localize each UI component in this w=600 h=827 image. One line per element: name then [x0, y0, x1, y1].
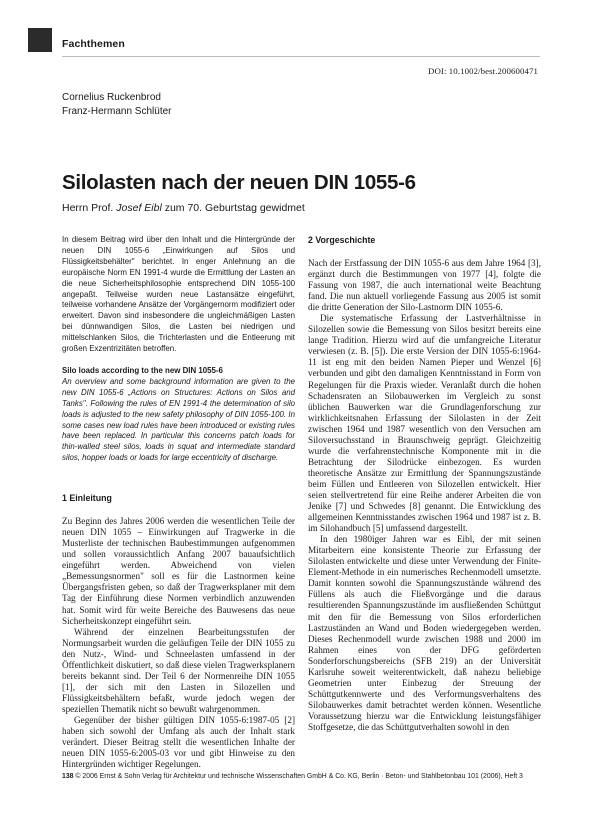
paragraph: Während der einzelnen Bearbeitungsstufen der Normungsarbeit wurden die geläufigen Teile der DIN 1055 zu den Nutz-, Wind- und Schneelasten umfassend in der Öffentlichkeit diskutiert, so daß diese vielen Tragwerksplanern bereits bekannt sind. Der Teil 6 der Normenreihe DIN 1055 [1], der sich mit den Lasten in Silozellen und Flüssigkeitsbehältern befaßt, wurde jedoch wegen der speziellen Thematik nicht so bewußt wahrgenommen. — [62, 626, 295, 714]
section-marker-square — [28, 28, 52, 52]
dedication-suffix: zum 70. Geburtstag gewidmet — [161, 202, 305, 214]
paragraph: In den 1980iger Jahren war es Eibl, der mit seinen Mitarbeitern eine konsistente Theorie zur Erfassung der Silolasten entwickelte und diese unter Verwendung der Finite-Element-Methode in ein numerisches Rechenmodell umsetzte. Damit konnten sowohl die Spannungszustände während des Füllens als auch die Fließvorgänge und die daraus resultierenden Spannungszustände im ausfließenden Schüttgut mit den für die Bemessung von Silos erforderlichen Lastzuständen an Wand und Boden wiedergegeben werden. Dieses Rechenmodell wurde zwischen 1988 und 2000 im Rahmen eines von der DFG geförderten Sonderforschungsbereichs (SFB 219) an der Universität Karlsruhe soweit weiterentwickelt, daß nahezu beliebige Geometrien unter Einbezug der Streuung der Schüttgutkennwerte und des Verformungsverhaltens des Silobauwerkes damit betrachtet werden können. Wesentliche Voraussetzung hierzu war die Entwicklung leistungsfähiger Stoffgesetze, die das Schüttgutverhalten sowohl in den — [308, 534, 541, 732]
abstract-english-title: Silo loads according to the new DIN 1055-6 — [62, 365, 223, 375]
dedication-name: Josef Eibl — [116, 202, 162, 214]
author-list — [62, 91, 171, 119]
left-column — [62, 235, 295, 770]
abstract-german: In diesem Beitrag wird über den Inhalt und die Hintergründe der neuen DIN 1055-6 „Einwirkungen auf Silos und Flüssigkeitsbehälter" berichtet. In enger Anlehnung an die europäische Norm EN 1991-4 wurde die Ermittlung der Lasten an die neue Sicherheitsphilosophie entsprechend DIN 1055-100 angepaßt. Teilweise wurden neue Lastansätze eingeführt, teilweise vorhandene Ansätze der Vorgängernorm modifiziert oder erweitert. Davon sind insbesondere die ungleichmäßigen Lasten bei dünnwandigen Silos, die Lasten bei niedrigen und mittelschlanken Silos, die Trichterlasten und die Entleerung mit großen Exzentrizitäten betroffen. — [62, 235, 295, 354]
author-name: Franz-Hermann Schlüter — [62, 106, 172, 117]
doi-link[interactable]: DOI: 10.1002/best.200600471 — [428, 66, 538, 76]
page-footer — [62, 773, 523, 780]
page-number: 138 — [62, 773, 74, 780]
dedication — [62, 202, 305, 214]
section-body-einleitung — [62, 516, 295, 770]
right-column — [308, 235, 541, 733]
article-title: Silolasten nach der neuen DIN 1055-6 — [62, 171, 416, 194]
paragraph: Gegenüber der bisher gültigen DIN 1055-6:1987-05 [2] haben sich sowohl der Umfang als auch der Inhalt stark verändert. Dieser Beitrag stellt die wesentlichen Inhalte der neuen DIN 1055-6:2005-03 vor und gibt Hinweise zu den Hintergründen wichtiger Regelungen. — [62, 714, 295, 770]
paragraph: Nach der Erstfassung der DIN 1055-6 aus dem Jahre 1964 [3], ergänzt durch die Bestimmungen von 1977 [4], folgte die Fassung von 1987, die auch international weite Beachtung fand. Die nun aktuell vorliegende Fassung aus 2005 ist somit die dritte Generation der Silo-Lastnorm DIN 1055-6. — [308, 258, 541, 313]
paragraph: Die systematische Erfassung der Lastverhältnisse in Silozellen sowie die Bemessung von Silos besitzt bereits eine lange Tradition. Hierzu wird auf die umfangreiche Literatur verwiesen (z. B. [5]). Die erste Version der DIN 1055-6:1964-11 ist eng mit den beiden Namen Pieper und Wenzel [6] verbunden und gibt den damaligen Kenntnisstand in Form von Regelungen für die Praxis wieder. Veranlaßt durch die hohen Schadensraten an Silobauwerken im Vergleich zu sonst üblichen Bauwerken war die Grundlagenforschung zur wirklichkeitsnahen Erfassung der Silolasten in der Zeit zwischen 1964 und 1987 wesentlich von den Versuchen am Siloversuchsstand in Braunschweig geprägt. Gleichzeitig wurde die verfahrenstechnische Komponente mit in die Betrachtung der Silodrücke einbezogen. Es wurden theoretische Ansätze zur Ermittlung der Spannungszustände beim Füllen und Entleeren von Silozellen entwickelt. Hier seien stellvertretend für eine Reihe anderer Arbeiten die von Jenike [7] und Schwedes [8] genannt. Die Entwicklung des allgemeinen Kenntnisstandes zwischen 1964 und 1987 ist z. B. im Silohandbuch [5] umfassend dargestellt. — [308, 313, 541, 534]
dedication-prefix: Herrn Prof. — [62, 202, 117, 214]
section-heading-einleitung: 1 Einleitung — [62, 493, 112, 504]
section-heading-vorgeschichte: 2 Vorgeschichte — [308, 235, 376, 245]
paragraph: Zu Beginn des Jahres 2006 werden die wesentlichen Teile der neuen DIN 1055 – Einwirkungen auf Tragwerke in die Musterliste der technischen Baubestimmungen aufgenommen und sollen voraussichtlich Anfang 2007 bauaufsichtlich eingeführt werden. Abweichend von vielen „Bemessungsnormen" soll es für die Lastnormen keine Übergangsfristen geben, so daß der Tragwerksplaner mit dem Tag der Einführung diese Normen verbindlich anzuwenden hat. Somit wird für weite Bereiche des Bauwesens das neue Sicherheitskonzept eingeführt sein. — [62, 516, 295, 626]
section-body-vorgeschichte — [308, 258, 541, 733]
section-rubric: Fachthemen — [62, 38, 125, 50]
footer-copyright: © 2006 Ernst & Sohn Verlag für Architektur und technische Wissenschaften GmbH & Co. KG, Berlin · Beton- und Stahlbetonbau 101 (2006), Heft 3 — [75, 773, 523, 780]
header-divider — [62, 56, 540, 57]
author-name: Cornelius Ruckenbrod — [62, 92, 161, 103]
abstract-english: An overview and some background information are given to the new DIN 1055-6 „Actions on Structures: Actions on Silos and Tanks". Following the rules of EN 1991-4 the determination of silo loads is adjusted to the new safety philosophy of DIN 1055-100. In some cases new load rules have been introduced or existing rules have been replaced. In particular this concerns patch loads for thin-walled steel silos, loads in squat and intermediate standard silos, hopper loads or loads for large eccentricity of discharge. — [62, 376, 295, 463]
